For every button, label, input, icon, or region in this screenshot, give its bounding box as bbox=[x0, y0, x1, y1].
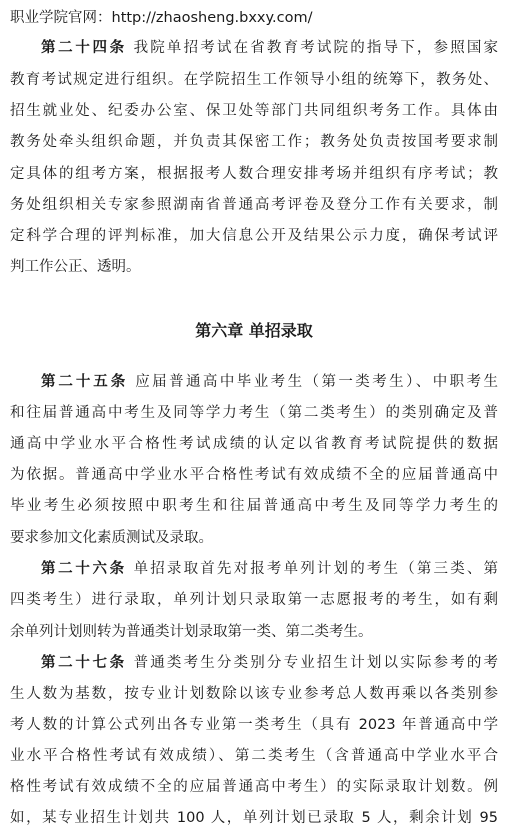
header-line bbox=[10, 8, 498, 28]
article-24-line-4: 教务处牵头组织命题，并负责其保密工作；教务处负责按国考要求制 bbox=[10, 134, 498, 150]
article-27-line-1: 第二十七条 普通类考生分类别分专业招生计划以实际参考的考 bbox=[41, 655, 499, 671]
article-26-line-2: 四类考生）进行录取，单列计划只录取第一志愿报考的考生，如有剩 bbox=[10, 592, 498, 608]
article-25-line-1: 第二十五条 应届普通高中毕业考生（第一类考生）、中职考生 bbox=[41, 374, 499, 390]
header-url[interactable]: http://zhaosheng.bxxy.com/ bbox=[111, 10, 313, 26]
article-25-title: 第二十五条 bbox=[41, 374, 129, 390]
article-24-title: 第二十四条 bbox=[41, 40, 127, 56]
chapter-title: 第六章 单招录取 bbox=[195, 321, 313, 340]
article-24-line-6: 务处组织相关专家参照湖南省普通高考评卷及登分工作有关要求，制 bbox=[10, 197, 498, 213]
article-25-line-6: 要求参加文化素质测试及录取。 bbox=[10, 530, 213, 546]
article-24-line-2: 教育考试规定进行组织。在学院招生工作领导小组的统筹下，教务处、 bbox=[10, 72, 498, 88]
header-prefix: 职业学院官网： bbox=[10, 10, 112, 26]
article-25-line-3: 通高中学业水平合格性考试成绩的认定以省教育考试院提供的数据 bbox=[10, 436, 498, 452]
article-24-line-5: 定具体的组考方案，根据报考人数合理安排考场并组织有序考试；教 bbox=[10, 166, 498, 182]
article-27-line-2: 生人数为基数，按专业计划数除以该专业参考总人数再乘以各类别参 bbox=[10, 686, 498, 702]
article-26-line-3: 余单列计划则转为普通类计划录取第一类、第二类考生。 bbox=[10, 624, 373, 640]
article-27-line-4: 业水平合格性考试有效成绩）、第二类考生（含普通高中学业水平合 bbox=[10, 748, 498, 764]
article-27-line-3: 考人数的计算公式列出各专业第一类考生（具有 2023 年普通高中学 bbox=[10, 717, 498, 733]
article-27-title: 第二十七条 bbox=[41, 655, 127, 671]
article-26-title: 第二十六条 bbox=[41, 561, 127, 577]
article-24-line-7: 定科学合理的评判标准，加大信息公开及结果公示力度，确保考试评 bbox=[10, 228, 498, 244]
article-25-line-2: 和往届普通高中考生及同等学力考生（第二类考生）的类别确定及普 bbox=[10, 405, 498, 421]
article-25-line-5: 毕业考生必须按照中职考生和往届普通高中考生及同等学力考生的 bbox=[10, 498, 498, 514]
article-27-line-5: 格性考试有效成绩不全的应届普通高中考生）的实际录取计划数。例 bbox=[10, 779, 498, 795]
article-24-line-3: 招生就业处、纪委办公室、保卫处等部门共同组织考务工作。具体由 bbox=[10, 103, 498, 119]
article-27-line-6: 如，某专业招生计划共 100 人，单列计划已录取 5 人，剩余计划 95 bbox=[10, 810, 498, 826]
article-25-line-4: 为依据。普通高中学业水平合格性考试有效成绩不全的应届普通高中 bbox=[10, 467, 498, 483]
article-24-line-8: 判工作公正、透明。 bbox=[10, 259, 141, 275]
article-24-line-1: 第二十四条 我院单招考试在省教育考试院的指导下，参照国家 bbox=[41, 40, 499, 56]
article-26-line-1: 第二十六条 单招录取首先对报考单列计划的考生（第三类、第 bbox=[41, 561, 499, 577]
